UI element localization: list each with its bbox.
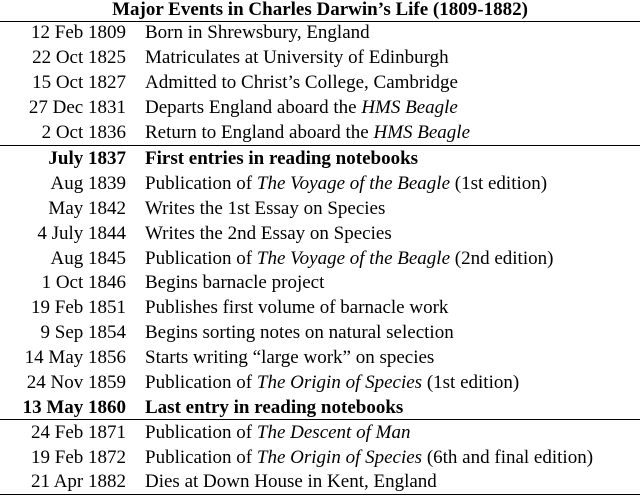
table-row xyxy=(0,246,640,271)
event-title-italic: HMS Beagle xyxy=(373,122,471,143)
event-description xyxy=(145,420,410,445)
event-description xyxy=(145,320,454,345)
event-description xyxy=(145,120,470,145)
event-date: 24 Nov 1859 xyxy=(26,372,126,393)
event-text: Last entry in reading notebooks xyxy=(145,397,404,418)
event-date: 14 May 1856 xyxy=(24,347,126,368)
event-description xyxy=(145,270,324,295)
event-description xyxy=(145,20,370,45)
event-text: Publication of xyxy=(145,447,257,468)
event-text: Matriculates at University of Edinburgh xyxy=(145,47,449,68)
table-row xyxy=(0,146,640,171)
table-row xyxy=(0,171,640,196)
event-description xyxy=(145,246,553,271)
table-row xyxy=(0,95,640,120)
table-row xyxy=(0,70,640,95)
event-title-italic: HMS Beagle xyxy=(361,97,458,118)
event-text: Publication of xyxy=(145,422,257,443)
table-row xyxy=(0,395,640,420)
event-text: Admitted to Christ’s College, Cambridge xyxy=(145,72,458,93)
event-date: 15 Oct 1827 xyxy=(32,72,126,93)
table-row xyxy=(0,320,640,345)
event-description xyxy=(145,70,458,95)
event-text: Publication of xyxy=(145,173,257,194)
event-date: 9 Sep 1854 xyxy=(40,322,126,343)
event-date: 21 Apr 1882 xyxy=(31,471,126,492)
event-description xyxy=(145,295,448,320)
event-text: Return to England aboard the xyxy=(145,122,374,143)
event-text: (1st edition) xyxy=(450,173,548,194)
table-row xyxy=(0,370,640,395)
table-row xyxy=(0,469,640,494)
event-date: 19 Feb 1851 xyxy=(31,297,126,318)
table-row xyxy=(0,45,640,70)
table-row xyxy=(0,420,640,445)
event-date: 1 Oct 1846 xyxy=(41,272,126,293)
event-text: First entries in reading notebooks xyxy=(145,148,419,169)
event-date: 22 Oct 1825 xyxy=(32,47,126,68)
bottom-rule xyxy=(0,494,640,495)
event-title-italic: The Origin of Species xyxy=(256,447,423,468)
event-text: Born in Shrewsbury, England xyxy=(145,22,370,43)
event-description xyxy=(145,95,458,120)
table-title: Major Events in Charles Darwin’s Life (1809-1882) xyxy=(112,0,528,20)
event-description xyxy=(145,45,449,70)
event-date: 27 Dec 1831 xyxy=(28,97,126,118)
event-date: July 1837 xyxy=(48,148,126,169)
table-row xyxy=(0,345,640,370)
event-date: 2 Oct 1836 xyxy=(41,122,126,143)
event-date: 13 May 1860 xyxy=(22,397,126,418)
event-date: 19 Feb 1872 xyxy=(31,447,126,468)
event-date: Aug 1845 xyxy=(50,248,126,269)
event-description xyxy=(145,345,434,370)
table-row xyxy=(0,20,640,45)
event-text: (1st edition) xyxy=(422,372,520,393)
table-row xyxy=(0,270,640,295)
event-date: Aug 1839 xyxy=(50,173,126,194)
event-text: Dies at Down House in Kent, England xyxy=(145,471,437,492)
event-description xyxy=(145,171,547,196)
event-description xyxy=(145,196,385,221)
event-title-italic: The Voyage of the Beagle xyxy=(256,173,450,194)
event-text: Writes the 2nd Essay on Species xyxy=(145,223,392,244)
event-text: (6th and final edition) xyxy=(422,447,594,468)
event-description xyxy=(145,445,593,470)
event-title-italic: The Descent of Man xyxy=(256,422,411,443)
table-row xyxy=(0,221,640,246)
event-date: 24 Feb 1871 xyxy=(31,422,126,443)
event-date: 12 Feb 1809 xyxy=(31,22,126,43)
event-text: Publication of xyxy=(145,248,257,269)
event-text: Writes the 1st Essay on Species xyxy=(145,198,386,219)
event-text: Publication of xyxy=(145,372,257,393)
event-title-italic: The Origin of Species xyxy=(256,372,423,393)
event-text: (2nd edition) xyxy=(450,248,554,269)
event-date: 4 July 1844 xyxy=(37,223,126,244)
table-row xyxy=(0,295,640,320)
event-text: Starts writing “large work” on species xyxy=(145,347,435,368)
table-row xyxy=(0,445,640,470)
table-row xyxy=(0,196,640,221)
event-description xyxy=(145,221,392,246)
event-text: Begins barnacle project xyxy=(145,272,325,293)
event-text: Begins sorting notes on natural selection xyxy=(145,322,454,343)
event-description xyxy=(145,146,418,171)
event-text: Departs England aboard the xyxy=(145,97,362,118)
event-title-italic: The Voyage of the Beagle xyxy=(256,248,450,269)
event-date: May 1842 xyxy=(48,198,126,219)
event-description xyxy=(145,469,437,494)
table-row xyxy=(0,120,640,145)
event-description xyxy=(145,395,403,420)
event-text: Publishes first volume of barnacle work xyxy=(145,297,449,318)
event-description xyxy=(145,370,519,395)
